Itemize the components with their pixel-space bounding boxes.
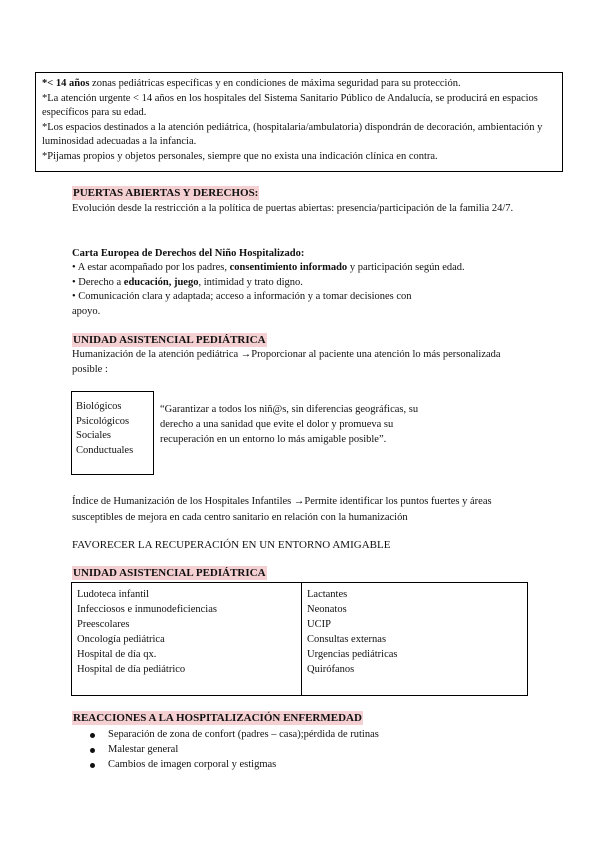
unit-item: Hospital de día pediátrico	[77, 664, 186, 675]
charter-item: • Comunicación clara y adaptada; acceso a información y a tomar decisiones con apoyo.	[72, 291, 412, 317]
favorecer-text: FAVORECER LA RECUPERACIÓN EN UN ENTORNO AMIGABLE	[72, 539, 391, 551]
dimension-item: Psicológicos	[76, 415, 130, 427]
heading-puertas-abiertas: PUERTAS ABIERTAS Y DERECHOS:	[73, 187, 259, 199]
age-label: *< 14 años	[42, 78, 90, 89]
index-text: Índice de Humanización de los Hospitales Infantiles →Permite identificar los puntos fuertes y áreas susceptibles de mejora en cada centro sanitario en relación con la humanización	[72, 496, 492, 523]
unit-item: Oncología pediátrica	[77, 634, 165, 645]
unit-item: UCIP	[307, 619, 331, 630]
unit-item: Preescolares	[77, 619, 130, 630]
info-line-3: *Los espacios destinados a la atención pediátrica, (hospitalaria/ambulatoria) dispondrán de decoración, ambientación y luminosidad adecuadas a la infancia.	[42, 121, 543, 148]
dimensions-box	[71, 391, 154, 475]
charter-item-2-pre: • Derecho a	[72, 276, 124, 288]
info-line-4: *Pijamas propios y objetos personales, siempre que no exista una indicación clínica en contra.	[42, 150, 438, 162]
charter-title: Carta Europea de Derechos del Niño Hospitalizado:	[72, 248, 305, 259]
unit-item: Lactantes	[307, 589, 348, 600]
list-item	[90, 728, 379, 743]
quote-text: “Garantizar a todos los niñ@s, sin diferencias geográficas, su derecho a una sanidad que evite el dolor y promueva su recuperación en un entorno lo más amigable posible”.	[160, 403, 419, 445]
heading-unidad-asistencial-2: UNIDAD ASISTENCIAL PEDIÁTRICA	[73, 567, 266, 579]
charter-item-1-pre: • A estar acompañado por los padres,	[72, 262, 230, 273]
bullet-icon	[90, 763, 95, 768]
unit-item: Neonatos	[307, 604, 347, 615]
reacciones-list	[90, 728, 379, 772]
bullet-icon	[90, 748, 95, 753]
unit-item: Consultas externas	[307, 634, 387, 645]
list-item	[90, 743, 379, 758]
info-line-2: *La atención urgente < 14 años en los hospitales del Sistema Sanitario Público de Andalucía, se producirá en espacios específicos para su edad.	[42, 92, 538, 119]
charter-item	[72, 276, 472, 291]
dimension-item: Conductuales	[76, 444, 134, 456]
units-table	[71, 582, 528, 696]
list-item-text: Malestar general	[108, 743, 179, 755]
humanizacion-text: Humanización de la atención pediátrica →Proporcionar al paciente una atención lo más personalizada posible :	[72, 349, 501, 375]
puertas-text: Evolución desde la restricción a la política de puertas abiertas: presencia/participación de la familia 24/7.	[72, 203, 514, 214]
charter-list	[72, 261, 472, 319]
charter-item-2-post: , intimidad y trato digno.	[198, 276, 303, 288]
unit-item: Quirófanos	[307, 664, 355, 675]
charter-item-1-post: y participación según edad.	[347, 262, 465, 273]
unit-item: Infecciosos e inmunodeficiencias	[77, 604, 217, 615]
list-item-text: Separación de zona de confort (padres – casa);pérdida de rutinas	[108, 729, 379, 740]
units-column-left	[72, 583, 302, 695]
charter-item-2-bold: educación, juego	[123, 276, 199, 288]
info-box	[35, 72, 563, 172]
dimension-item: Biológicos	[76, 401, 122, 412]
info-line-1	[42, 77, 556, 92]
unit-item: Hospital de día qx.	[77, 649, 157, 660]
heading-unidad-asistencial: UNIDAD ASISTENCIAL PEDIÁTRICA	[73, 334, 266, 346]
charter-item-1-bold: consentimiento informado	[229, 262, 348, 273]
units-column-right	[302, 583, 527, 695]
dimension-item: Sociales	[76, 430, 111, 442]
bullet-icon	[90, 733, 95, 738]
list-item	[90, 758, 379, 773]
info-line-1-text: zonas pediátricas específicas y en condiciones de máxima seguridad para su protección.	[89, 78, 461, 89]
unit-item: Ludoteca infantil	[77, 589, 150, 600]
heading-reacciones: REACCIONES A LA HOSPITALIZACIÓN ENFERMEDAD	[73, 712, 362, 724]
unit-item: Urgencias pediátricas	[307, 649, 398, 660]
charter-item	[72, 261, 472, 276]
list-item-text: Cambios de imagen corporal y estigmas	[108, 758, 277, 770]
